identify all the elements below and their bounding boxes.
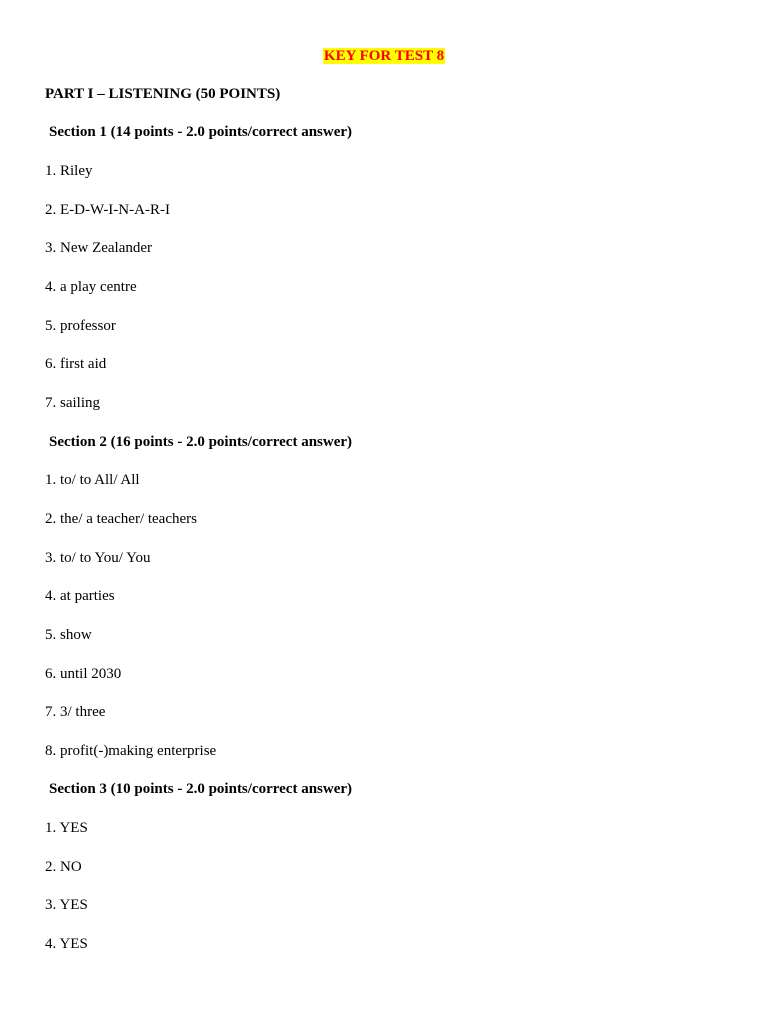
answer-item: 1. to/ to All/ All — [45, 472, 140, 488]
answer-item: 3. YES — [45, 897, 88, 913]
answer-item: 2. the/ a teacher/ teachers — [45, 511, 197, 527]
answer-item: 4. a play centre — [45, 279, 137, 295]
answer-item: 5. show — [45, 627, 92, 643]
answer-item: 6. until 2030 — [45, 666, 122, 682]
section-1-heading: Section 1 (14 points - 2.0 points/correct answer) — [49, 124, 353, 140]
answer-item: 5. professor — [45, 318, 116, 334]
section-2-heading: Section 2 (16 points - 2.0 points/correct answer) — [49, 434, 353, 450]
title-row — [0, 46, 768, 66]
answer-item: 6. first aid — [45, 356, 107, 372]
section-3-heading: Section 3 (10 points - 2.0 points/correct answer) — [49, 781, 353, 797]
answer-item: 7. 3/ three — [45, 704, 106, 720]
answer-item: 1. Riley — [45, 163, 93, 179]
answer-item: 3. to/ to You/ You — [45, 550, 151, 566]
answer-item: 2. E-D-W-I-N-A-R-I — [45, 202, 170, 218]
answer-item: 7. sailing — [45, 395, 100, 411]
answer-item: 8. profit(-)making enterprise — [45, 743, 217, 759]
answer-item: 4. YES — [45, 936, 88, 952]
answer-item: 2. NO — [45, 859, 82, 875]
part-heading: PART I – LISTENING (50 POINTS) — [45, 86, 281, 102]
answer-item: 4. at parties — [45, 588, 115, 604]
answer-item: 1. YES — [45, 820, 88, 836]
document-title: KEY FOR TEST 8 — [323, 48, 445, 64]
answer-item: 3. New Zealander — [45, 240, 153, 256]
